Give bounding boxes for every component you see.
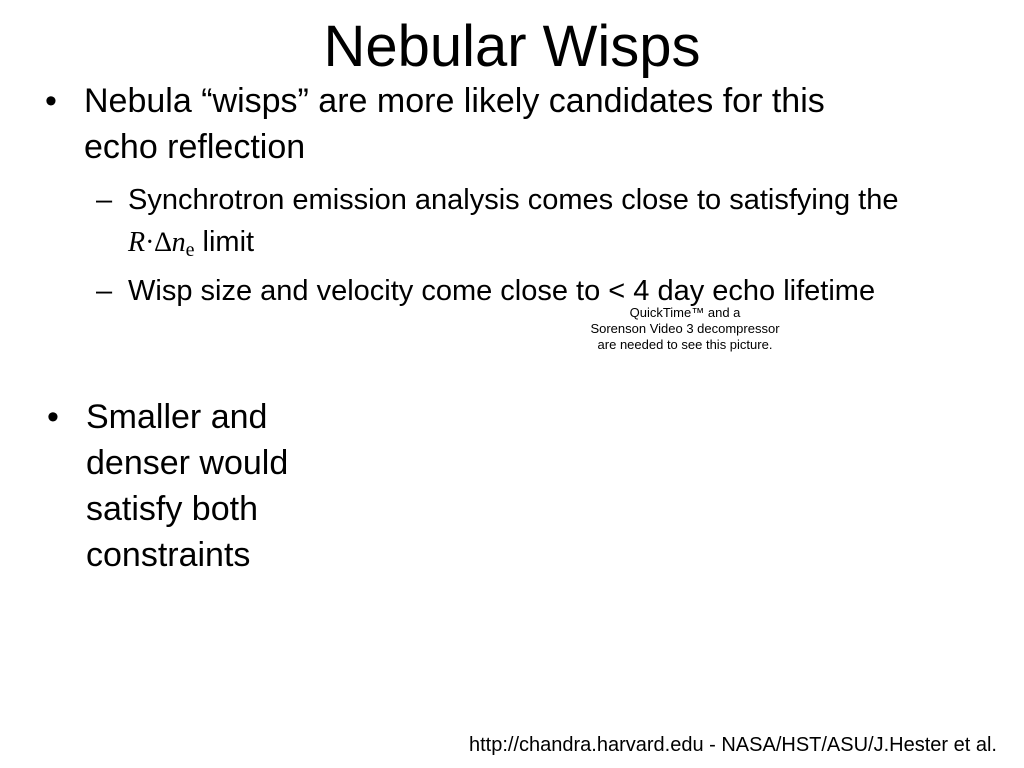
formula-subscript: e xyxy=(185,239,195,261)
quicktime-placeholder xyxy=(560,303,810,363)
sub-bullet-text: Wisp size and velocity come close to < 4 day echo lifetime xyxy=(128,275,876,307)
r-delta-ne-formula xyxy=(128,227,195,261)
bullet-marker: • xyxy=(45,82,57,120)
sub-bullet-text-before: Synchrotron emission analysis comes close to satisfying the xyxy=(128,184,899,216)
placeholder-line-3: are needed to see this picture. xyxy=(597,337,773,352)
formula-dot: · xyxy=(145,227,155,258)
footer-credit: http://chandra.harvard.edu - NASA/HST/ASU/J.Hester et al. xyxy=(468,734,997,756)
slide-title: Nebular Wisps xyxy=(323,14,701,79)
formula-var-n: n xyxy=(171,227,186,258)
sub-bullet-item xyxy=(96,179,908,264)
sub-bullet-marker: – xyxy=(96,184,113,216)
sub-bullet-marker: – xyxy=(96,275,113,307)
bullet-item xyxy=(47,394,356,578)
formula-delta: ∆ xyxy=(154,227,172,258)
sub-bullet-text-after: limit xyxy=(194,226,255,258)
bullet-text: Nebula “wisps” are more likely candidates for this echo reflection xyxy=(84,82,825,166)
bullet-item xyxy=(45,78,904,170)
bullet-text: Smaller and denser would satisfy both constraints xyxy=(86,398,289,574)
formula-var-r: R xyxy=(128,227,146,258)
placeholder-line-1: QuickTime™ and a xyxy=(629,305,741,320)
bullet-marker: • xyxy=(47,398,59,436)
placeholder-line-2: Sorenson Video 3 decompressor xyxy=(590,321,780,336)
